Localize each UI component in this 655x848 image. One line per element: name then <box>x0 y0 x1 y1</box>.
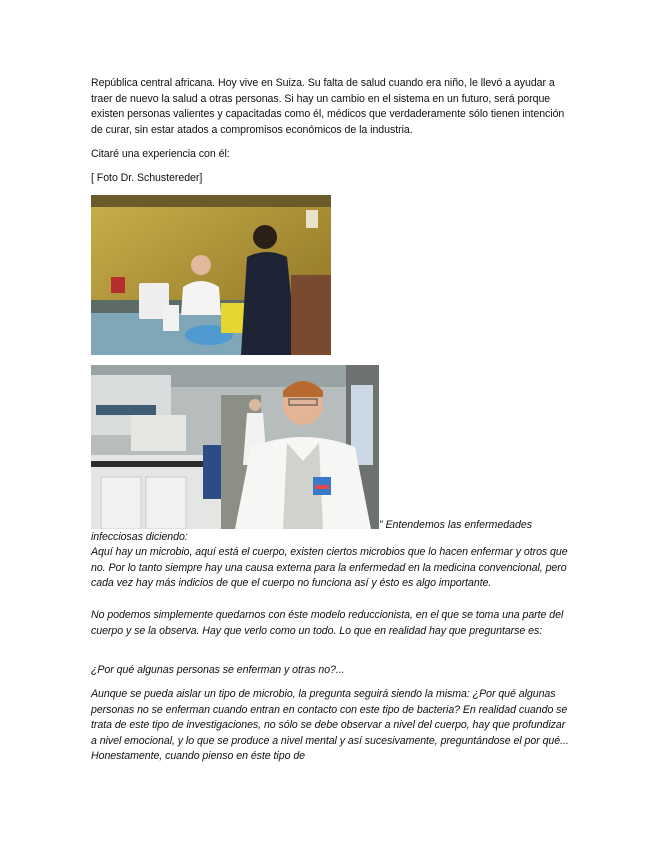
quote-paragraph-2: No podemos simplemente quedarnos con éste modelo reduccionista, en el que se toma una parte del cuerpo y se la observa. Hay que verlo como un todo. Lo que en realidad hay que preguntarse es: <box>91 609 564 637</box>
quote-paragraph-3: Aunque se pueda aislar un tipo de microbio, la pregunta seguirá siendo la misma: ¿Por qué algunas personas no se enferman cuando entran en contacto con este tipo de bacteria? En realidad cuando se trata de este tipo de investigaciones, no sólo se debe observar a nivel del cuerpo, hay que profundizar a nivel emocional, y lo que se produce a nivel mental y así sucesivamente, preguntándose el por qué... Honestamente, cuando pienso en éste tipo de <box>91 688 569 763</box>
intro-paragraph: República central africana. Hoy vive en Suiza. Su falta de salud cuando era niño, le llevó a ayudar a traer de nuevo la salud a otras personas. Si hay un cambio en el sistema en un futuro, será porque existen personas valientes y capacitadas como él, médicos que verdaderamente sólo tienen intención de curar, sin estar atados a compromisos económicos de la industria. <box>91 77 565 136</box>
photo-credit: [ Foto Dr. Schustereder] <box>91 172 203 184</box>
quote-continuation: infecciosas diciendo: <box>91 531 188 543</box>
laboratory-photo <box>91 365 379 529</box>
quote-start: ” Entendemos las enfermedades <box>379 519 533 531</box>
clinic-photo <box>91 195 331 355</box>
quote-question: ¿Por qué algunas personas se enferman y otras no?... <box>91 664 345 676</box>
quote-paragraph-1: Aquí hay un microbio, aquí está el cuerpo, existen ciertos microbios que lo hacen enfermar y otros que no. Por lo tanto siempre hay una causa externa para la enfermedad en la medicina convencional, pero cada vez hay más indicios de que el cuerpo no funciona así y ésto es algo importante. <box>91 546 568 590</box>
clinic-photo-image <box>91 195 331 355</box>
laboratory-photo-image <box>91 365 379 529</box>
cite-line: Citaré una experiencia con él: <box>91 148 230 160</box>
